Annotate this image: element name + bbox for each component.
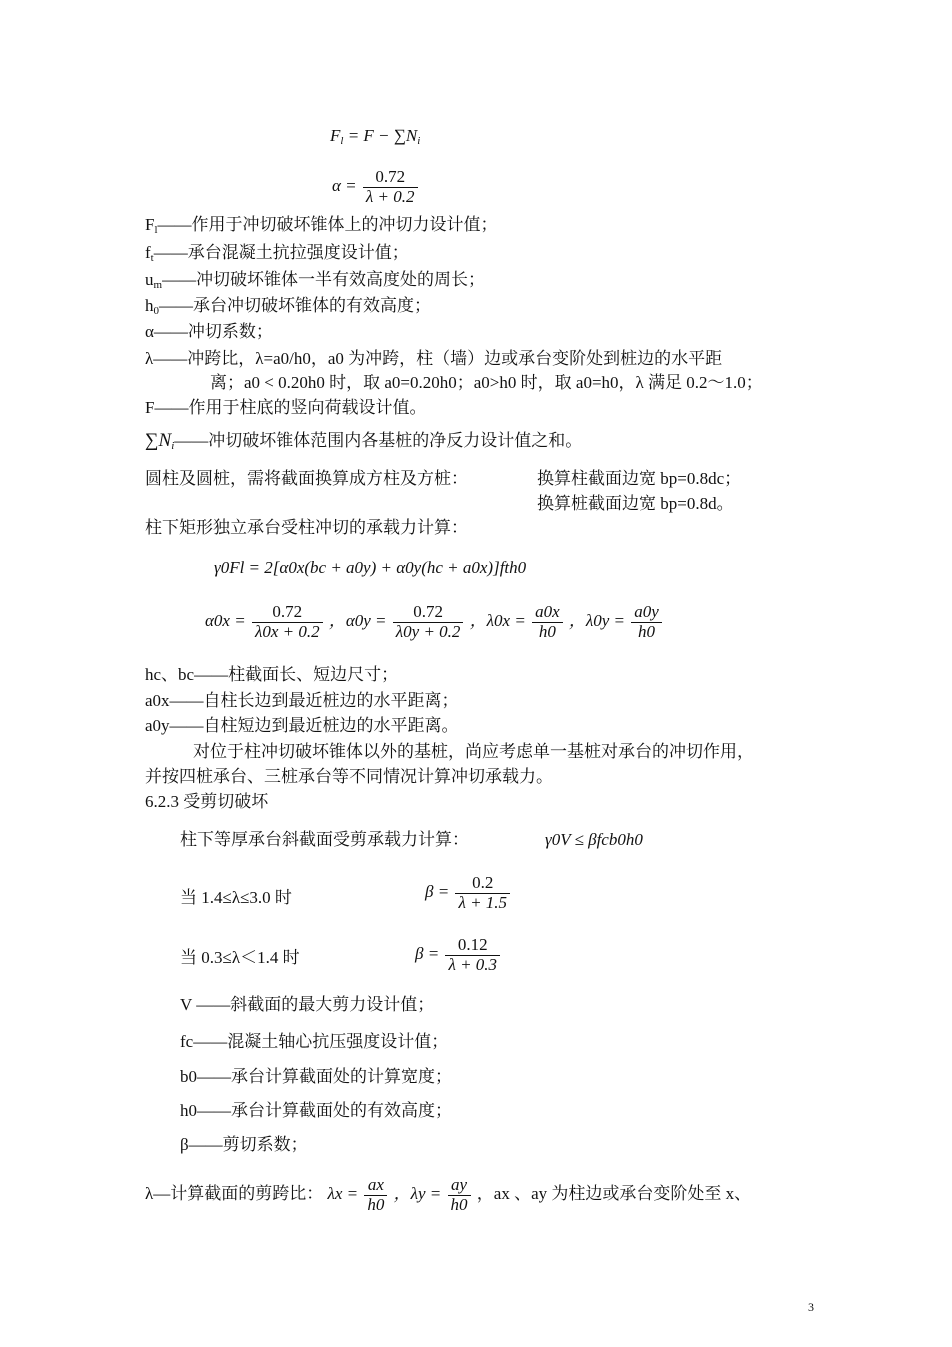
- definition-a0x: a0x——自柱长边到最近桩边的水平距离；: [145, 691, 459, 710]
- definition-symbol: F: [145, 215, 155, 234]
- coef-l0y-fraction: [631, 603, 662, 641]
- coef-l0y-lhs: ，λ0y =: [568, 611, 626, 631]
- case2-text: 当 0.3≤λ＜1.4 时: [180, 948, 300, 967]
- definition-lambda-line1: λ——冲跨比，λ=a0/h0，a0 为冲跨，柱（墙）边或承台变阶处到桩边的水平距: [145, 349, 723, 368]
- definition-text: ——作用于冲切破坏锥体上的冲切力设计值；: [157, 215, 498, 234]
- case1-fraction: [455, 874, 510, 912]
- case2-numerator: 0.12: [445, 936, 500, 956]
- formula-alpha-fraction: [363, 168, 418, 206]
- definition-v: V ——斜截面的最大剪力设计值；: [180, 995, 435, 1014]
- formula-coefficients: [205, 603, 664, 641]
- case2-lhs: β =: [415, 944, 440, 964]
- coef-l0x-lhs: ，λ0x =: [469, 611, 526, 631]
- lambda-x-numerator: ax: [364, 1176, 387, 1196]
- definition-sum-ni: [145, 431, 582, 451]
- formula-fl-rhs-sub: i: [417, 135, 421, 147]
- page-number: 3: [808, 1300, 814, 1314]
- case1-text: 当 1.4≤λ≤3.0 时: [180, 888, 292, 907]
- coef-a0x-fraction: [252, 603, 323, 641]
- definition-text: ——冲切系数；: [153, 322, 273, 341]
- formula-beta-case1: [425, 874, 512, 912]
- formula-rect-punching: γ0Fl = 2[α0x(bc + a0y) + α0y(hc + a0x)]fth0: [214, 558, 527, 577]
- lambda-x-fraction: [364, 1176, 387, 1214]
- paragraph-line2: 并按四桩承台、三桩承台等不同情况计算冲切承载力。: [145, 767, 553, 786]
- definition-lambda-line2: 离；a0 < 0.20h0 时，取 a0=0.20h0；a0>h0 时，取 a0=h0，λ 满足 0.2～1.0；: [210, 373, 763, 392]
- formula-fl-lhs: F: [330, 126, 341, 145]
- definition-symbol: α: [145, 322, 154, 341]
- definition-shear-span-ratio: [145, 1176, 751, 1214]
- definition-text: ——承台混凝土抗拉强度设计值；: [153, 243, 409, 262]
- coef-l0x-fraction: [532, 603, 563, 641]
- formula-alpha: [332, 168, 420, 206]
- coef-l0x-numerator: a0x: [532, 603, 563, 623]
- shear-text: 柱下等厚承台斜截面受剪承载力计算：: [180, 830, 469, 849]
- definition-hc-bc: hc、bc——柱截面长、短边尺寸；: [145, 665, 399, 684]
- case1-denominator: λ + 1.5: [458, 892, 508, 912]
- definition-subscript: l: [154, 224, 158, 236]
- definition-b0: b0——承台计算截面处的计算宽度；: [180, 1067, 452, 1086]
- lambda-y-denominator: h0: [450, 1194, 468, 1214]
- rect-heading: 柱下矩形独立承台受柱冲切的承载力计算：: [145, 518, 468, 537]
- definition-beta: β——剪切系数；: [180, 1135, 308, 1154]
- coef-a0y-lhs: ，α0y =: [328, 611, 387, 631]
- shear-span-lead: λ—计算截面的剪跨比：: [145, 1184, 324, 1204]
- formula-shear: γ0V ≤ βfcb0h0: [545, 830, 643, 849]
- definition-h0: [145, 296, 431, 316]
- shear-span-tail: ，ax 、ay 为柱边或承台变阶处至 x、: [476, 1184, 752, 1204]
- formula-fl: [330, 126, 420, 146]
- definition-ft: [145, 243, 409, 263]
- coef-a0x-numerator: 0.72: [252, 603, 323, 623]
- sum-ni-text: ——冲切破坏锥体范围内各基桩的净反力设计值之和。: [174, 431, 583, 450]
- definition-text: ——承台冲切破坏锥体的有效高度；: [159, 296, 431, 315]
- definition-subscript: t: [150, 252, 154, 264]
- formula-alpha-numerator: 0.72: [363, 168, 418, 188]
- definition-fc: fc——混凝土轴心抗压强度设计值；: [180, 1032, 449, 1051]
- round-section-right-1: 换算柱截面边宽 bp=0.8dc；: [537, 469, 742, 488]
- coef-a0y-fraction: [393, 603, 464, 641]
- definition-symbol: h: [145, 296, 154, 315]
- definition-um: [145, 270, 485, 290]
- definition-text: ——冲切破坏锥体一半有效高度处的周长；: [162, 270, 486, 289]
- lambda-y-numerator: ay: [448, 1176, 471, 1196]
- coef-l0x-denominator: h0: [538, 621, 556, 641]
- definition-subscript: m: [153, 279, 163, 291]
- coef-a0x-lhs: α0x =: [205, 611, 246, 631]
- coef-a0x-denominator: λ0x + 0.2: [254, 621, 320, 641]
- definition-subscript: 0: [153, 305, 159, 317]
- case2-denominator: λ + 0.3: [448, 954, 498, 974]
- case2-fraction: [445, 936, 500, 974]
- definition-fl: [145, 215, 498, 235]
- paragraph-line1: 对位于柱冲切破坏锥体以外的基桩，尚应考虑单一基桩对承台的冲切作用，: [193, 742, 754, 761]
- formula-beta-case2: [415, 936, 502, 974]
- lambda-y-lhs: ，λy =: [393, 1184, 442, 1204]
- formula-alpha-denominator: λ + 0.2: [365, 186, 415, 206]
- formula-alpha-lhs: α =: [332, 176, 357, 196]
- definition-symbol: f: [145, 243, 151, 262]
- lambda-x-lhs: λx =: [327, 1184, 359, 1204]
- round-section-right-2: 换算桩截面边宽 bp=0.8d。: [537, 494, 734, 513]
- coef-a0y-denominator: λ0y + 0.2: [395, 621, 461, 641]
- sum-ni-subscript: i: [171, 440, 175, 452]
- coef-a0y-numerator: 0.72: [393, 603, 464, 623]
- definition-a0y: a0y——自柱短边到最近桩边的水平距离。: [145, 716, 459, 735]
- definition-f: F——作用于柱底的竖向荷载设计值。: [145, 398, 427, 417]
- sum-ni-symbol: ∑N: [145, 430, 172, 451]
- coef-l0y-denominator: h0: [638, 621, 656, 641]
- lambda-x-denominator: h0: [367, 1194, 385, 1214]
- coef-l0y-numerator: a0y: [631, 603, 662, 623]
- definition-h0-shear: h0——承台计算截面处的有效高度；: [180, 1101, 452, 1120]
- definition-symbol: u: [145, 270, 154, 289]
- case1-lhs: β =: [425, 882, 450, 902]
- formula-fl-rhs: = F − ∑N: [343, 126, 418, 145]
- round-section-left: 圆柱及圆桩，需将截面换算成方柱及方桩：: [145, 469, 468, 488]
- case1-numerator: 0.2: [455, 874, 510, 894]
- section-title: 6.2.3 受剪切破坏: [145, 792, 269, 811]
- definition-alpha: [145, 322, 273, 342]
- lambda-y-fraction: [448, 1176, 471, 1214]
- formula-fl-sub: l: [340, 135, 344, 147]
